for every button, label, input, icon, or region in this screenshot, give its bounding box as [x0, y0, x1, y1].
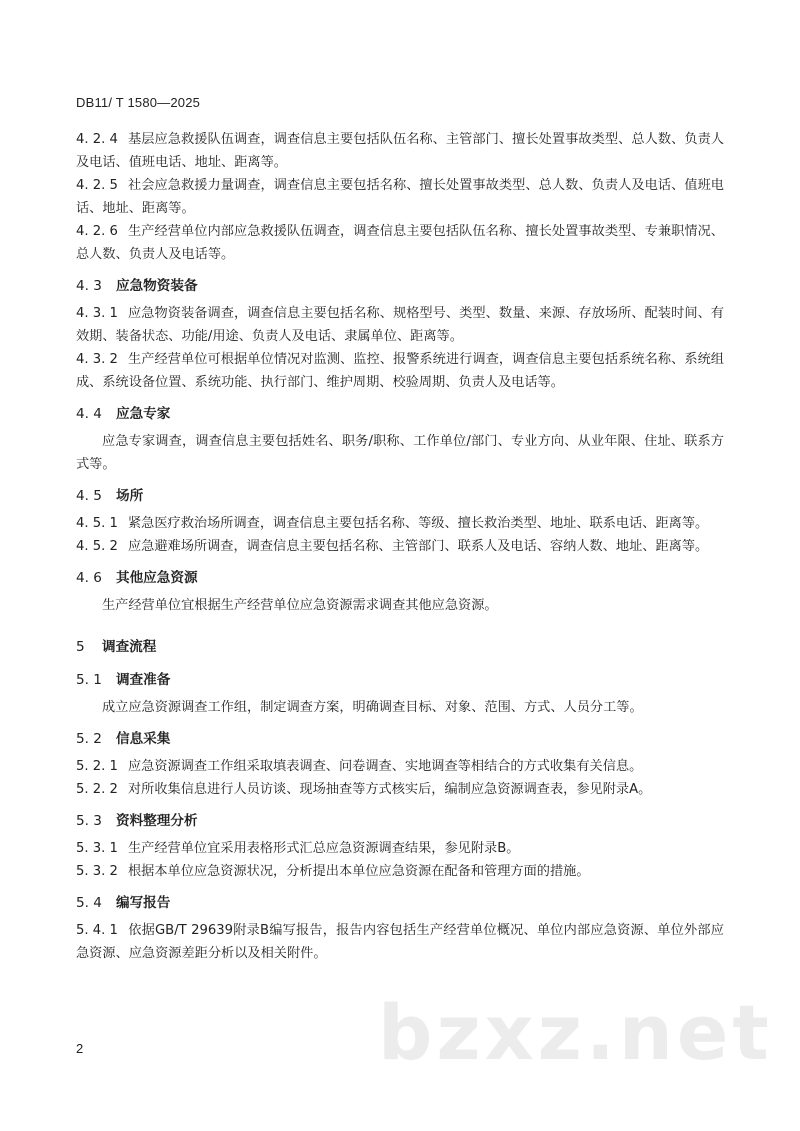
- body-paragraph: 生产经营单位宜根据生产经营单位应急资源需求调查其他应急资源。: [102, 598, 498, 613]
- section-number: 4. 4: [76, 406, 102, 422]
- clause-paragraph: [76, 919, 724, 965]
- clause-number: 4. 5. 1: [76, 516, 118, 531]
- section-number: 5. 3: [76, 813, 102, 829]
- section-title: 场所: [116, 488, 144, 504]
- section-title: 资料整理分析: [116, 813, 198, 829]
- section-number: 5. 4: [76, 895, 102, 911]
- clause-text: 应急避难场所调查，调查信息主要包括名称、主管部门、联系人及电话、容纳人数、地址、距离等。: [128, 539, 709, 554]
- section-number: 4. 5: [76, 488, 102, 504]
- section-number: 5: [76, 639, 85, 655]
- clause-paragraph: [76, 778, 724, 801]
- clause-paragraph: [76, 535, 724, 558]
- section-heading: [76, 810, 724, 833]
- watermark: bzxz.net: [378, 988, 773, 1077]
- section-title: 应急物资装备: [116, 278, 198, 294]
- clause-paragraph: [76, 174, 724, 220]
- clause-paragraph: [76, 128, 724, 174]
- section-number: 5. 1: [76, 672, 102, 688]
- clause-text: 紧急医疗救治场所调查，调查信息主要包括名称、等级、擅长救治类型、地址、联系电话、距离等。: [128, 516, 709, 531]
- clause-paragraph: [76, 837, 724, 860]
- section-title: 调查准备: [116, 672, 171, 688]
- clause-paragraph: [76, 302, 724, 348]
- section-title: 调查流程: [102, 639, 157, 655]
- section-heading: [76, 403, 724, 426]
- clause-number: 5. 4. 1: [76, 923, 118, 938]
- clause-paragraph: [76, 512, 724, 535]
- clause-number: 5. 3. 2: [76, 864, 118, 879]
- section-title: 信息采集: [116, 731, 171, 747]
- clause-text: 生产经营单位可根据单位情况对监测、监控、报警系统进行调查，调查信息主要包括系统名称、系统组成、系统设备位置、系统功能、执行部门、维护周期、校验周期、负责人及电话等。: [76, 352, 724, 390]
- clause-number: 4. 2. 4: [76, 132, 118, 147]
- clause-number: 4. 2. 6: [76, 224, 118, 239]
- clause-text: 生产经营单位内部应急救援队伍调查，调查信息主要包括队伍名称、擅长处置事故类型、专兼职情况、总人数、负责人及电话等。: [76, 224, 724, 262]
- section-heading: [76, 892, 724, 915]
- clause-text: 生产经营单位宜采用表格形式汇总应急资源调查结果，参见附录B。: [128, 841, 520, 856]
- standard-code: DB11/ T 1580—2025: [76, 95, 201, 110]
- section-title: 编写报告: [116, 895, 171, 911]
- body-paragraph: 应急专家调查，调查信息主要包括姓名、职务/职称、工作单位/部门、专业方向、从业年限、住址、联系方式等。: [76, 434, 724, 472]
- clause-number: 5. 2. 2: [76, 782, 118, 797]
- clause-paragraph: [76, 860, 724, 883]
- section-number: 4. 3: [76, 278, 102, 294]
- section-heading: [76, 728, 724, 751]
- section-heading: [76, 636, 724, 659]
- section-title: 其他应急资源: [116, 570, 198, 586]
- section-title: 应急专家: [116, 406, 171, 422]
- clause-paragraph: [76, 220, 724, 266]
- clause-text: 根据本单位应急资源状况，分析提出本单位应急资源在配备和管理方面的措施。: [128, 864, 590, 879]
- clause-paragraph: [76, 755, 724, 778]
- clause-number: 5. 3. 1: [76, 841, 118, 856]
- clause-number: 4. 5. 2: [76, 539, 118, 554]
- clause-number: 4. 3. 2: [76, 352, 118, 367]
- clause-paragraph: [76, 348, 724, 394]
- clause-text: 应急资源调查工作组采取填表调查、问卷调查、实地调查等相结合的方式收集有关信息。: [128, 759, 643, 774]
- section-number: 4. 6: [76, 570, 102, 586]
- section-number: 5. 2: [76, 731, 102, 747]
- section-heading: [76, 567, 724, 590]
- clause-text: 应急物资装备调查，调查信息主要包括名称、规格型号、类型、数量、来源、存放场所、配装时间、有效期、装备状态、功能/用途、负责人及电话、隶属单位、距离等。: [76, 306, 724, 344]
- clause-number: 5. 2. 1: [76, 759, 118, 774]
- clause-text: 社会应急救援力量调查，调查信息主要包括名称、擅长处置事故类型、总人数、负责人及电话、值班电话、地址、距离等。: [76, 178, 724, 216]
- clause-text: 依据GB/T 29639附录B编写报告，报告内容包括生产经营单位概况、单位内部应急资源、单位外部应急资源、应急资源差距分析以及相关附件。: [76, 923, 724, 961]
- document-body: [76, 128, 724, 965]
- clause-number: 4. 3. 1: [76, 306, 118, 321]
- clause-text: 基层应急救援队伍调查，调查信息主要包括队伍名称、主管部门、擅长处置事故类型、总人数、负责人及电话、值班电话、地址、距离等。: [76, 132, 724, 170]
- page-number: 2: [76, 1041, 84, 1056]
- clause-text: 对所收集信息进行人员访谈、现场抽查等方式核实后，编制应急资源调查表，参见附录A。: [128, 782, 652, 797]
- body-paragraph: 成立应急资源调查工作组，制定调查方案，明确调查目标、对象、范围、方式、人员分工等。: [102, 700, 643, 715]
- section-heading: [76, 669, 724, 692]
- section-heading: [76, 275, 724, 298]
- clause-number: 4. 2. 5: [76, 178, 118, 193]
- section-heading: [76, 485, 724, 508]
